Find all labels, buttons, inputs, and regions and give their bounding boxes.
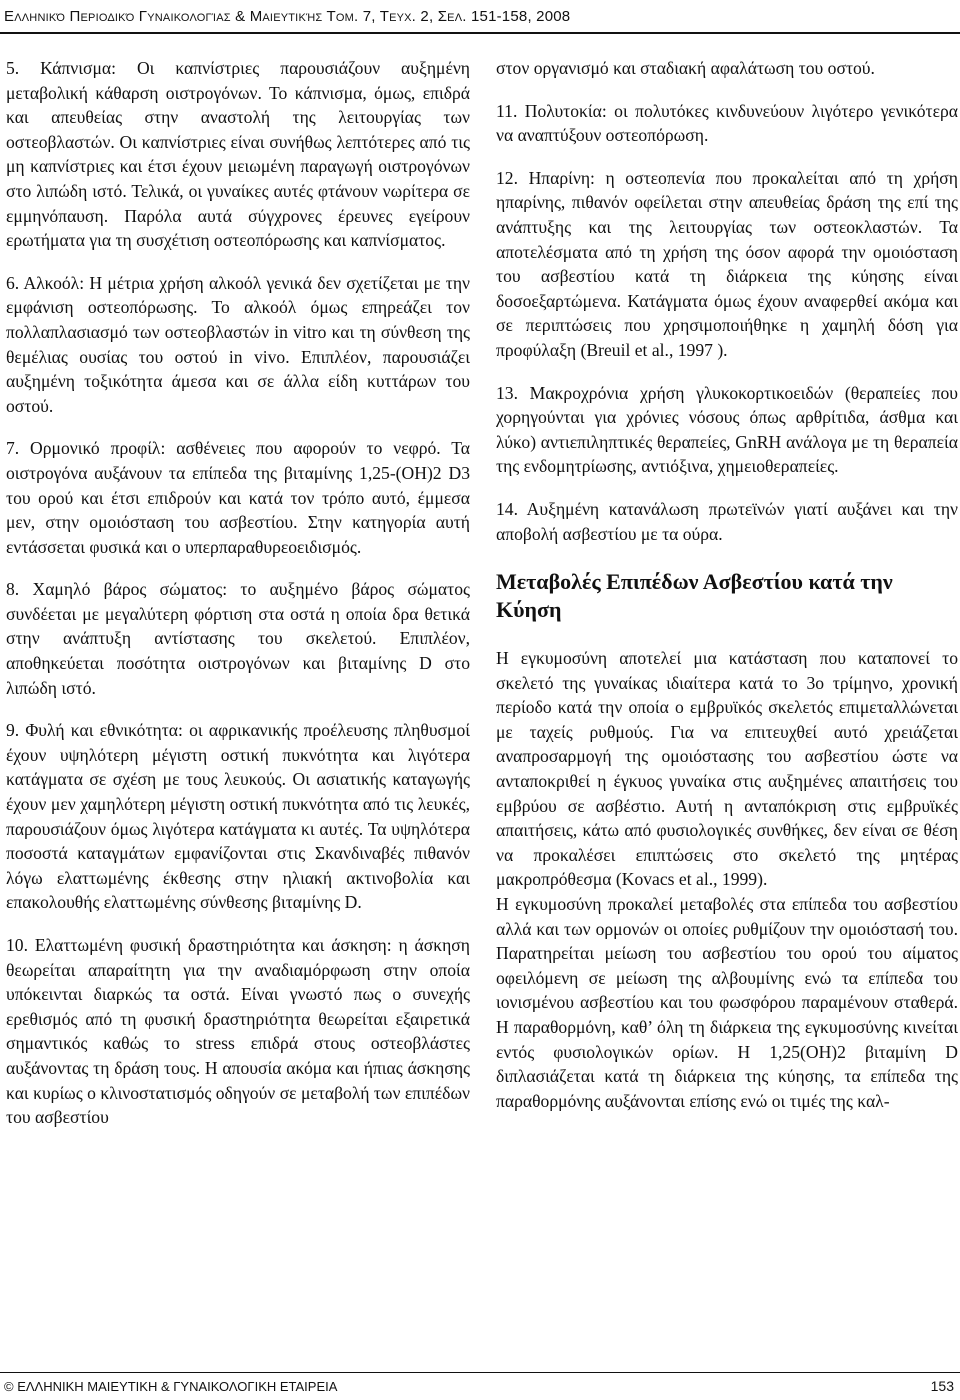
paragraph-heparin: 12. Ηπαρίνη: η οστεοπενία που προκαλείται από τη χρήση ηπαρίνης, πιθανόν οφείλεται στην απευθείας δράση της επί της ανάπτυξης και της λειτουργίας των οστεοκλαστών. Τα αποτελέσματα από τη χρήση της όσον αφορά την ομοιόσταση του ασβεστίου κατά τη διάρκεια της κύησης είναι δοσοεξαρτώμενα. Κατάγματα όμως έχουν αναφερθεί ακόμα και σε περιπτώσεις που χρησιμοποιήθηκε η χαμηλή δόση για προφύλαξη (Breuil et al., 1997 ). [496, 167, 958, 360]
paragraph-hormonal-profile: 7. Ορμονικό προφίλ: ασθένειες που αφορούν το νεφρό. Τα οιστρογόνα αυξάνουν τα επίπεδα της βιταμίνης 1,25-(OH)2 D3 του ορού και έτσι επιδρούν και κατά τον τρόπο αυτό, έμμεσα μεν, στην ομοιόσταση του ασβεστίου. Στην κατηγορία αυτή εντάσσεται φυσικά και ο υπερπαραθυρεοειδισμός. [6, 438, 470, 557]
running-header [0, 0, 960, 34]
paragraph-protein-intake: 14. Αυξημένη κατανάλωση πρωτεϊνών γιατί αυξάνει και την αποβολή ασβεστίου με τα ούρα. [496, 498, 958, 544]
paragraph-pregnancy-skeleton: Η εγκυμοσύνη αποτελεί μια κατάσταση που καταπονεί το σκελετό της γυναίκας ιδιαίτερα κατά το 3ο τρίμηνο, χρονική περίοδο κατά την οποία ο εμβρυϊκός σκελετός επιμεταλλώνεται με ταχείς ρυθμούς. Για να επιτευχθεί αυτό χρειάζεται αναπροσαρμογή της ομοιόστασης του ασβεστίου ώστε να ανταποκριθεί η έγκυος γυναίκα στις αυξημένες απαιτήσεις του εμβρύου σε ασβέστιο. Αυτή η ανταπόκριση στις εμβρυϊκές απαιτήσεις, κάτω από φυσιολογικές συνθήκες, δεν είναι σε θέση να προκαλέσει επιπτώσεις στο σκελετό της μητέρας μακροπρόθεσμα (Kovacs et al., 1999). [496, 648, 958, 890]
paragraph-race-ethnicity: 9. Φυλή και εθνικότητα: οι αφρικανικής προέλευσης πληθυσμοί έχουν υψηλότερη μέγιστη οστική πυκνότητα και λιγότερα κατάγματα σε σχέση με τους λευκούς. Οι ασιατικής καταγωγής έχουν μεν χαμηλότερη μέγιστη οστική πυκνότητα από τις λευκές, παρουσιάζουν όμως λιγότερα κατάγματα κι αυτές. Τα υψηλότερα ποσοστά καταγμάτων εμφανίζονται στις Σκανδιναβές πιθανόν λόγω ελαττωμένης έκθεσης στην ηλιακή ακτινοβολία και επακολουθής ελαττωμένης σύνθεσης βιταμίνης D. [6, 720, 470, 913]
page-number: 153 [930, 1378, 954, 1394]
paragraph-smoking: 5. Κάπνισμα: Οι καπνίστριες παρουσιάζουν αυξημένη μεταβολική κάθαρση οιστρογόνων. Το κάπνισμα, όμως, επιδρά και απευθείας στην αναστολή της λειτουργίας των οστεοβλαστών. Οι καπνίστριες είναι συνήθως λεπτότερες από τις μη καπνίστριες και έτσι έχουν μειωμένη παραγωγή οιστρογόνων στο λιπώδη ιστό. Τελικά, οι γυναίκες αυτές φτάνουν νωρίτερα σε εμμηνόπαυση. Παρόλα αυτά σύγχρονες έρευνες εγείρουν ερωτήματα για τη συσχέτιση οστεοπόρωσης και καπνίσματος. [6, 58, 470, 251]
paragraph-glucocorticoids: 13. Μακροχρόνια χρήση γλυκοκορτικοειδών (θεραπείες που χορηγούνται για χρόνιες νόσους όπως αρθρίτιδα, άσθμα και λύκο) αντιεπιληπτικές θεραπείες, GnRH ανάλογα με τη θεραπεία της ενδομητρίωσης, αντιόξινα, χημειοθεραπείες. [496, 382, 958, 477]
paragraph-physical-activity: 10. Ελαττωμένη φυσική δραστηριότητα και άσκηση: η άσκηση θεωρείται απαραίτητη για την αναδιαμόρφωση στην οποία υπόκεινται διαρκώς τα οστά. Είναι γνωστό πως ο συνεχής ερεθισμός από τη φυσική δραστηριότητα θεωρείται εξαιρετικά σημαντικός καθώς το stress επιδρά στους οστεοβλάστες αυξάνοντας τη δράση τους. Η απουσία ακόμα και ήπιας άσκησης και κυρίως ο κλινοστατισμός οδηγούν σε μεταβολή των επιπέδων του ασβεστίου [6, 935, 470, 1128]
journal-citation: Ελληνικό Περιοδικό Γυναικολογίας & Μαιευτικής Τομ. 7, Τευχ. 2, Σελ. 151-158, 2008 [4, 8, 571, 25]
page-footer [0, 1372, 960, 1400]
paragraph-alcohol: 6. Αλκοόλ: Η μέτρια χρήση αλκοόλ γενικά δεν σχετίζεται με την εμφάνιση οστεοπόρωσης. Το αλκοόλ όμως επηρεάζει τον πολλαπλασιασμό των οστεοβλαστών in vitro και τη σύνθεση της θεμέλιας ουσίας του οστού in vivo. Επιπλέον, παρουσιάζει αυξημένη τοξικότητα άμεσα και σε άλλα είδη κυττάρων του οστού. [6, 272, 470, 416]
paragraph-low-body-weight: 8. Χαμηλό βάρος σώματος: το αυξημένο βάρος σώματος συνδέεται με μεγαλύτερη φόρτιση στα οστά η οποία δρα θετικά στην ανάπτυξη αντίστασης του σκελετού. Επιπλέον, αποθηκεύεται ποσότητα οιστρογόνων και βιταμίνης D στο λιπώδη ιστό. [6, 579, 470, 698]
paragraph-multiparity: 11. Πολυτοκία: οι πολυτόκες κινδυνεύουν λιγότερο γενικότερα να αναπτύξουν οστεοπόρωση. [496, 100, 958, 146]
copyright-notice: © ΕΛΛΗΝΙΚΗ ΜΑΙΕΥΤΙΚΗ & ΓΥΝΑΙΚΟΛΟΓΙΚΗ ΕΤΑΙΡΕΙΑ [4, 1379, 338, 1394]
right-column [496, 56, 958, 1113]
section-heading: Μεταβολές Επιπέδων Ασβεστίου κατά την Κύηση [496, 569, 893, 623]
paragraph-continuation: στον οργανισμό και σταδιακή αφαλάτωση του οστού. [496, 58, 875, 78]
paragraph-pregnancy-calcium: Η εγκυμοσύνη προκαλεί μεταβολές στα επίπεδα του ασβεστίου αλλά και των ορμονών οι οποίες ρυθμίζουν την ομοιόστασή του. Παρατηρείται μείωση του ασβεστίου του ορού του αίματος οφειλόμενη σε μείωση της αλβουμίνης ενώ τα επίπεδα του ιονισμένου ασβεστίου και του φωσφόρου παραμένουν σταθερά. Η παραθορμόνη, καθ’ όλη τη διάρκεια της εγκυμοσύνης κινείται εντός φυσιολογικών ορίων. Η 1,25(OH)2 βιταμίνη D διπλασιάζεται κατά τη διάρκεια της κύησης, τα επίπεδα της παραθορμόνης αυξάνονται επίσης ενώ οι τιμές της καλ- [496, 894, 958, 1111]
left-column [6, 56, 470, 1130]
